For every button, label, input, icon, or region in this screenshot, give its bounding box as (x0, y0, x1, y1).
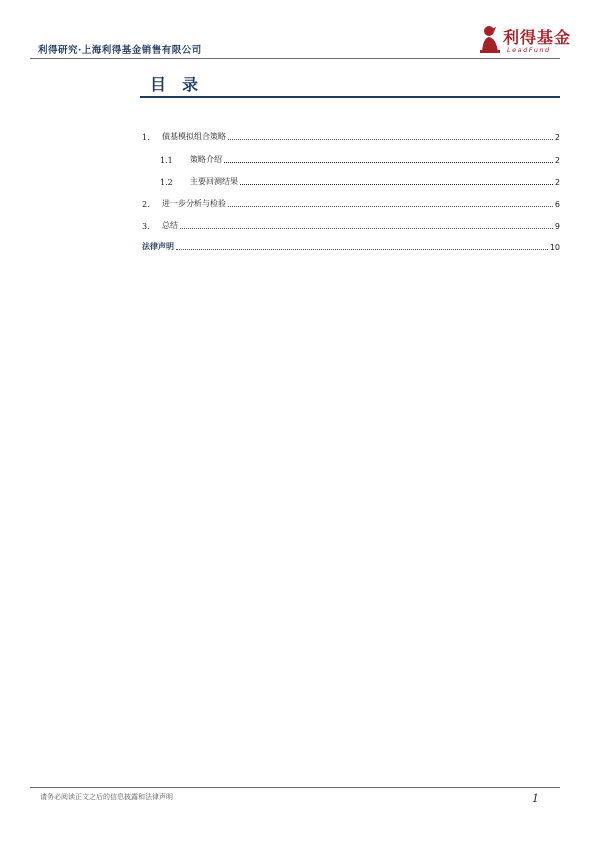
footer-divider (30, 787, 560, 788)
toc-entry-2[interactable] (142, 195, 560, 209)
toc-entry-number: 1.1 (160, 156, 173, 165)
company-logo (479, 22, 572, 58)
toc-entry-1-2[interactable] (160, 173, 560, 187)
toc-entry-page: 2 (554, 133, 560, 142)
toc-entry-number: 1. (142, 133, 150, 142)
toc-entry-page: 2 (554, 156, 560, 165)
toc-leader-dots (228, 139, 553, 140)
logo-figure-icon (479, 24, 501, 54)
header-company-text: 利得研究·上海利得基金销售有限公司 (38, 45, 202, 56)
toc-leader-dots (180, 228, 553, 229)
toc-entry-label: 债基模拟组合策略 (162, 132, 226, 141)
toc-entry-page: 10 (549, 243, 560, 252)
toc-entry-label: 主要回测结果 (190, 177, 238, 186)
toc-entry-3[interactable] (142, 217, 560, 231)
footer-disclaimer: 请务必阅读正文之后的信息披露和法律声明 (40, 793, 173, 801)
toc-entry-number: 3. (142, 222, 150, 231)
toc-entry-legal[interactable] (142, 238, 560, 252)
logo-english-text: LeadFund (507, 46, 551, 54)
toc-leader-dots (228, 206, 553, 207)
toc-title: 目录 (150, 75, 215, 94)
toc-entry-label: 总结 (162, 221, 178, 230)
toc-entry-label: 进一步分析与检验 (162, 199, 226, 208)
toc-leader-dots (224, 162, 553, 163)
header-divider (30, 58, 560, 59)
toc-entry-label: 法律声明 (142, 241, 174, 251)
toc-entry-1[interactable] (142, 128, 560, 142)
toc-entry-page: 2 (554, 178, 560, 187)
page-number: 1 (532, 792, 539, 805)
toc-title-underline (140, 96, 560, 98)
toc-entry-1-1[interactable] (160, 151, 560, 165)
toc-entry-label: 策略介绍 (190, 155, 222, 164)
toc-entry-page: 6 (554, 200, 560, 209)
toc-entry-page: 9 (554, 222, 560, 231)
toc-leader-dots (240, 184, 553, 185)
toc-entry-number: 1.2 (160, 178, 173, 187)
toc-entry-number: 2. (142, 200, 150, 209)
logo-chinese-text: 利得基金 (503, 28, 572, 47)
toc-leader-dots (176, 249, 548, 250)
